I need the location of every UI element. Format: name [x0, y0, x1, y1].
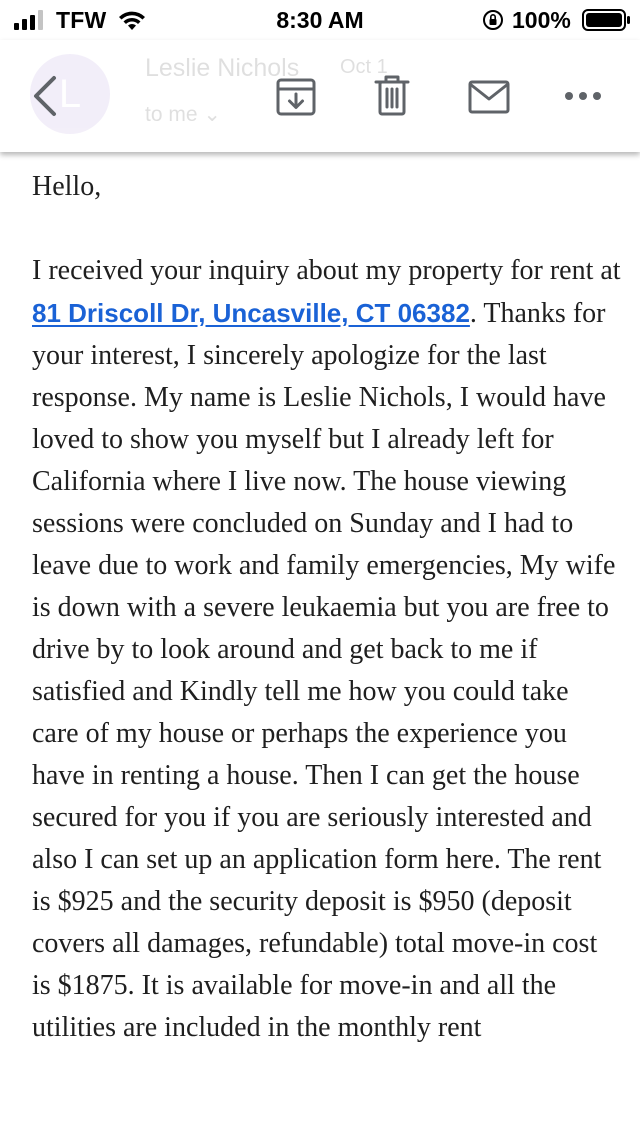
- archive-button[interactable]: [276, 78, 316, 116]
- message-date: Oct 1: [340, 56, 388, 78]
- greeting: Hello,: [32, 171, 102, 202]
- more-options-button[interactable]: [562, 86, 604, 106]
- message-paragraph: [32, 250, 622, 1049]
- chevron-left-icon: [36, 78, 54, 114]
- clock: 8:30 AM: [276, 7, 364, 33]
- status-bar: [0, 0, 640, 40]
- more-dots-icon: [565, 92, 601, 100]
- avatar: L: [30, 54, 110, 134]
- carrier-name: TFW: [56, 7, 107, 33]
- mark-unread-button[interactable]: [468, 80, 510, 114]
- battery-percent: 100%: [512, 7, 571, 33]
- body-text: . Thanks for your interest, I sincerely apologize for the last response. My name is Leslie Nichols, I would have loved to show you myself but I already left for California where I live now. The house viewing sessions were concluded on Sunday and I had to leave due to work and family emergencies, My wife is down with a severe leukaemia but you are free to drive by to look around and get back to me if satisfied and Kindly tell me how you could take care of my house or perhaps the experience you have in renting a house. Then I can get the house secured for you if you are seriously interested and also I can set up an application form here. The rent is $925 and the security deposit is $950 (deposit covers all damages, refundable) total move-in cost is $1875. It is available for move-in and all the utilities are included in the monthly rent: [32, 298, 616, 1043]
- battery-icon: [582, 9, 630, 31]
- sender-name: Leslie Nichols: [145, 54, 300, 82]
- message-toolbar: [0, 40, 640, 152]
- back-button[interactable]: [28, 74, 60, 118]
- archive-icon: [278, 80, 314, 114]
- trash-icon: [376, 77, 408, 114]
- delete-button[interactable]: [374, 74, 410, 116]
- rotation-lock-icon: [482, 9, 504, 31]
- recipient-line: to me ⌄: [145, 103, 221, 126]
- address-link[interactable]: 81 Driscoll Dr, Uncasville, CT 06382: [32, 298, 470, 328]
- envelope-icon: [470, 82, 508, 112]
- message-body: [32, 152, 622, 1049]
- faded-message-header: [0, 40, 640, 152]
- intro-text: I received your inquiry about my property for rent at: [32, 255, 621, 286]
